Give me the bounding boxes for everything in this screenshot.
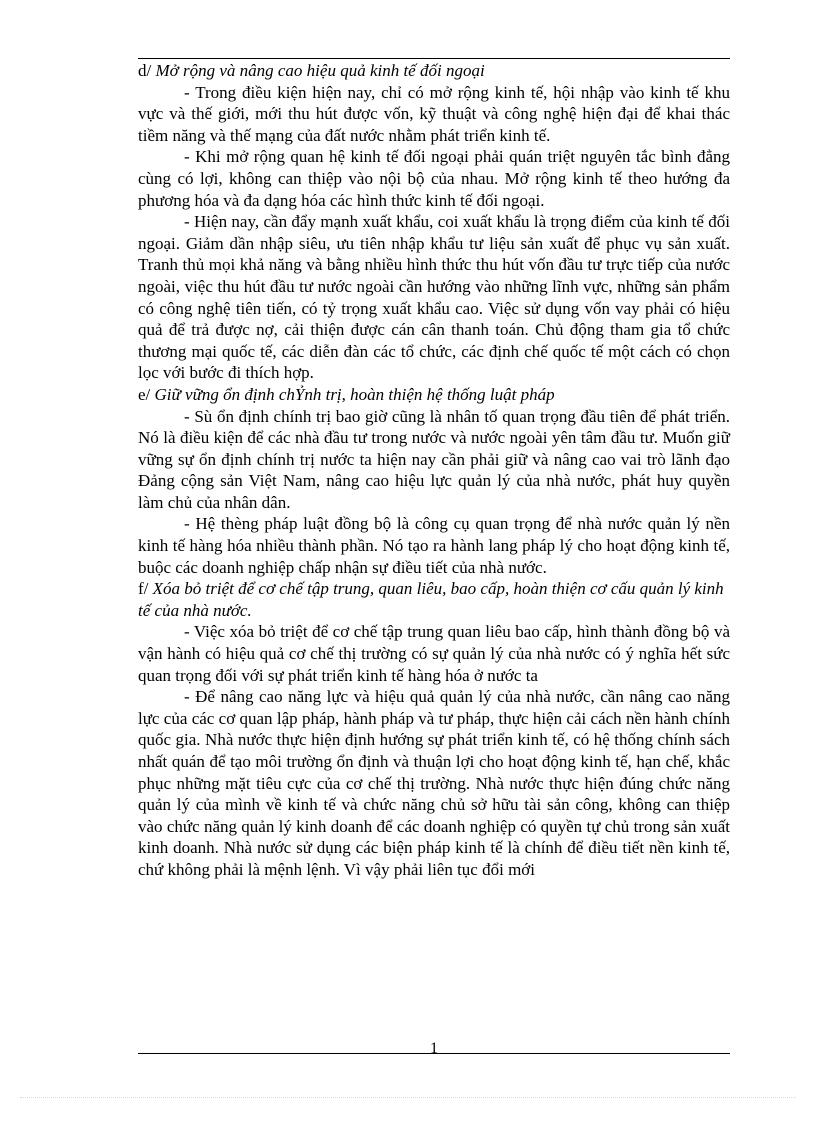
paragraph: - Việc xóa bỏ triệt để cơ chế tập trung quan liêu bao cấp, hình thành đồng bộ và vận hành có hiệu quả cơ chế thị trường có sự quản lý của nhà nước có ý nghĩa hết sức quan trọng đối với sự phát triển kinh tế hàng hóa ở nước ta (138, 622, 730, 685)
page-number: 1 (430, 1040, 438, 1057)
section-label: e/ (138, 384, 151, 404)
footer-rule (138, 1053, 730, 1054)
section-heading-d (138, 60, 730, 82)
paragraph: - Trong điều kiện hiện nay, chỉ có mở rộng kinh tế, hội nhập vào kinh tế khu vực và thế giới, mới thu hút được vốn, kỹ thuật và công nghệ hiện đại để khai thác tiềm năng và thế mạng của đất nước nhằm phát triển kinh tế. (138, 82, 730, 145)
paragraph: - Hiện nay, cần đẩy mạnh xuất khẩu, coi xuất khẩu là trọng điểm của kinh tế đối ngoại. Giảm dần nhập siêu, ưu tiên nhập khẩu tư liệu sản xuất để phục vụ sản xuất. Tranh thủ mọi khả năng và bằng nhiều hình thức thu hút vốn đầu tư trực tiếp của nước ngoài, việc thu hút đầu tư nước ngoài cần hướng vào những lĩnh vực, những sản phẩm có công nghệ tiên tiến, có tỷ trọng xuất khẩu cao. Việc sử dụng vốn vay phải có hiệu quả để trả được nợ, cải thiện được cán cân thanh toán. Chủ động tham gia tổ chức thương mại quốc tế, các diễn đàn các tổ chức, các định chế quốc tế một cách có chọn lọc với bước đi thích hợp. (138, 212, 730, 383)
paragraph: - Để nâng cao năng lực và hiệu quả quản lý của nhà nước, cần nâng cao năng lực của các cơ quan lập pháp, hành pháp và tư pháp, thực hiện cải cách nền hành chính quốc gia. Nhà nước thực hiện định hướng sự phát triển kinh tế, có hệ thống chính sách nhất quán để tạo môi trường ổn định và thuận lợi cho hoạt động kinh tế, hạn chế, khắc phục những mặt tiêu cực của cơ chế thị trường. Nhà nước thực hiện đúng chức năng quản lý của mình về kinh tế và chức năng chủ sở hữu tài sản công, không can thiệp vào chức năng quản lý kinh doanh để các doanh nghiệp có quyền tự chủ trong sản xuất kinh doanh. Nhà nước sử dụng các biện pháp kinh tế là chính để điều tiết nền kinh tế, chứ không phải là mệnh lệnh. Vì vậy phải liên tục đổi mới (138, 687, 730, 879)
page-edge-dotted-line (20, 1097, 796, 1098)
paragraph: - Hệ thèng pháp luật đồng bộ là công cụ quan trọng để nhà nước quản lý nền kinh tế hàng hóa nhiều thành phần. Nó tạo ra hành lang pháp lý cho hoạt động kinh tế, buộc các doanh nghiệp chấp nhận sự điều tiết của nhà nước. (138, 514, 730, 577)
section-title: Mở rộng và nâng cao hiệu quả kinh tế đối ngoại (155, 61, 485, 80)
document-page (138, 0, 730, 1123)
section-heading-f (138, 578, 730, 621)
section-title: Giữ vững ổn định chỶnh trị, hoàn thiện hệ thống luật pháp (154, 384, 555, 404)
section-label: d/ (138, 61, 152, 80)
section-heading-e (138, 384, 730, 406)
document-body (138, 60, 730, 881)
section-label: f/ (138, 579, 149, 599)
paragraph: - Khi mở rộng quan hệ kinh tế đối ngoại phải quán triệt nguyên tắc bình đẳng cùng có lợi, không can thiệp vào nội bộ của nhau. Mở rộng kinh tế theo hướng đa phương hóa và đa dạng hóa các hình thức kinh tế đối ngoại. (138, 147, 730, 210)
paragraph: - Sù ổn định chính trị bao giờ cũng là nhân tố quan trọng đầu tiên để phát triển. Nó là điều kiện để các nhà đầu tư trong nước và nước ngoài yên tâm đầu tư. Muốn giữ vững sự ổn định chính trị nước ta hiện nay cần phải giữ và nâng cao vai trò lãnh đạo Đảng cộng sản Việt Nam, nâng cao hiệu lực quản lý của nhà nước, phát huy quyền làm chủ của nhân dân. (138, 406, 730, 512)
section-title: Xóa bỏ triệt để cơ chế tập trung, quan liêu, bao cấp, hoàn thiện cơ cấu quản lý kinh tế của nhà nước. (138, 579, 724, 620)
header-rule (138, 58, 730, 59)
